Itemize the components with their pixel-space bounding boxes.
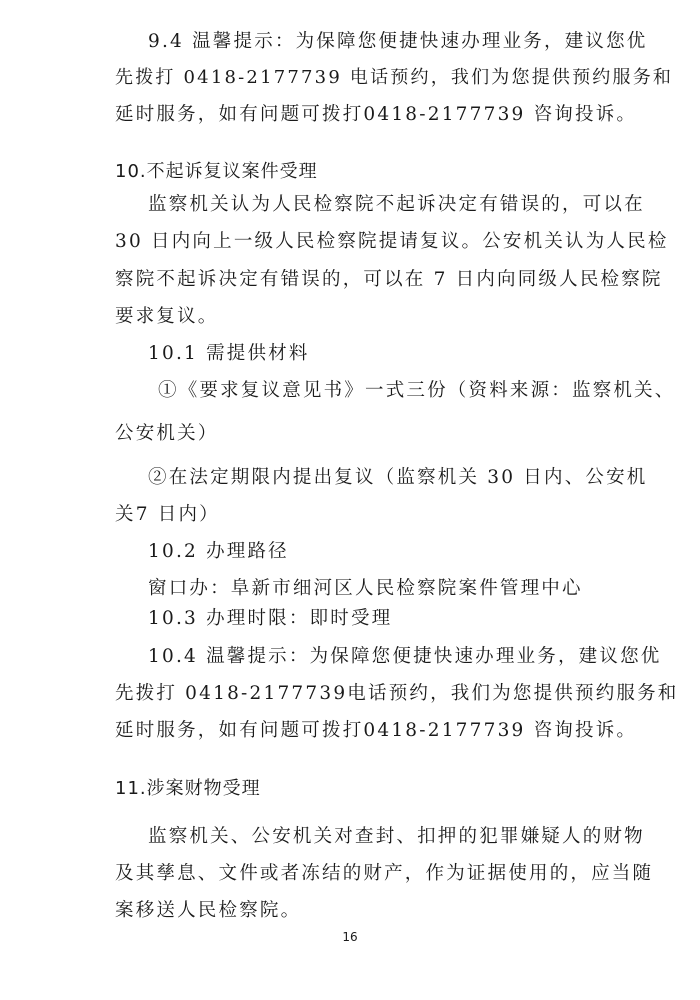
text-line: 延时服务，如有问题可拨打0418-2177739 咨询投诉。 xyxy=(115,104,638,125)
text-line: 30 日内向上一级人民检察院提请复议。公安机关认为人民检 xyxy=(115,231,669,252)
subheading-10-2: 10.2 办理路径 xyxy=(148,541,289,562)
text-line: 察院不起诉决定有错误的，可以在 7 日内向同级人民检察院 xyxy=(115,269,663,290)
subheading-10-3: 10.3 办理时限：即时受理 xyxy=(148,608,393,629)
text-line: ②在法定期限内提出复议（监察机关 30 日内、公安机 xyxy=(148,467,648,488)
text-line: 关7 日内） xyxy=(115,504,220,525)
section-heading-11: 11.涉案财物受理 xyxy=(115,778,261,799)
subheading-10-1: 10.1 需提供材料 xyxy=(148,343,310,364)
text-line: 窗口办：阜新市细河区人民检察院案件管理中心 xyxy=(148,578,583,599)
text-line: 先拨打 0418-2177739电话预约，我们为您提供预约服务和 xyxy=(115,683,679,704)
text-line: 监察机关、公安机关对查封、扣押的犯罪嫌疑人的财物 xyxy=(148,826,645,847)
text-line: 监察机关认为人民检察院不起诉决定有错误的，可以在 xyxy=(148,194,645,215)
text-line: ①《要求复议意见书》一式三份（资料来源：监察机关、 xyxy=(158,380,676,401)
section-heading-10: 10.不起诉复议案件受理 xyxy=(115,161,318,182)
subheading-10-4: 10.4 温馨提示：为保障您便捷快速办理业务，建议您优 xyxy=(148,646,662,667)
text-line: 案移送人民检察院。 xyxy=(115,900,302,921)
text-line: 公安机关） xyxy=(115,423,219,444)
text-line: 要求复议。 xyxy=(115,306,219,327)
page-number: 16 xyxy=(342,930,358,944)
text-line: 延时服务，如有问题可拨打0418-2177739 咨询投诉。 xyxy=(115,720,638,741)
text-line: 先拨打 0418-2177739 电话预约，我们为您提供预约服务和 xyxy=(115,67,674,88)
text-line: 9.4 温馨提示：为保障您便捷快速办理业务，建议您优 xyxy=(148,31,648,52)
text-line: 及其孳息、文件或者冻结的财产，作为证据使用的，应当随 xyxy=(115,863,654,884)
